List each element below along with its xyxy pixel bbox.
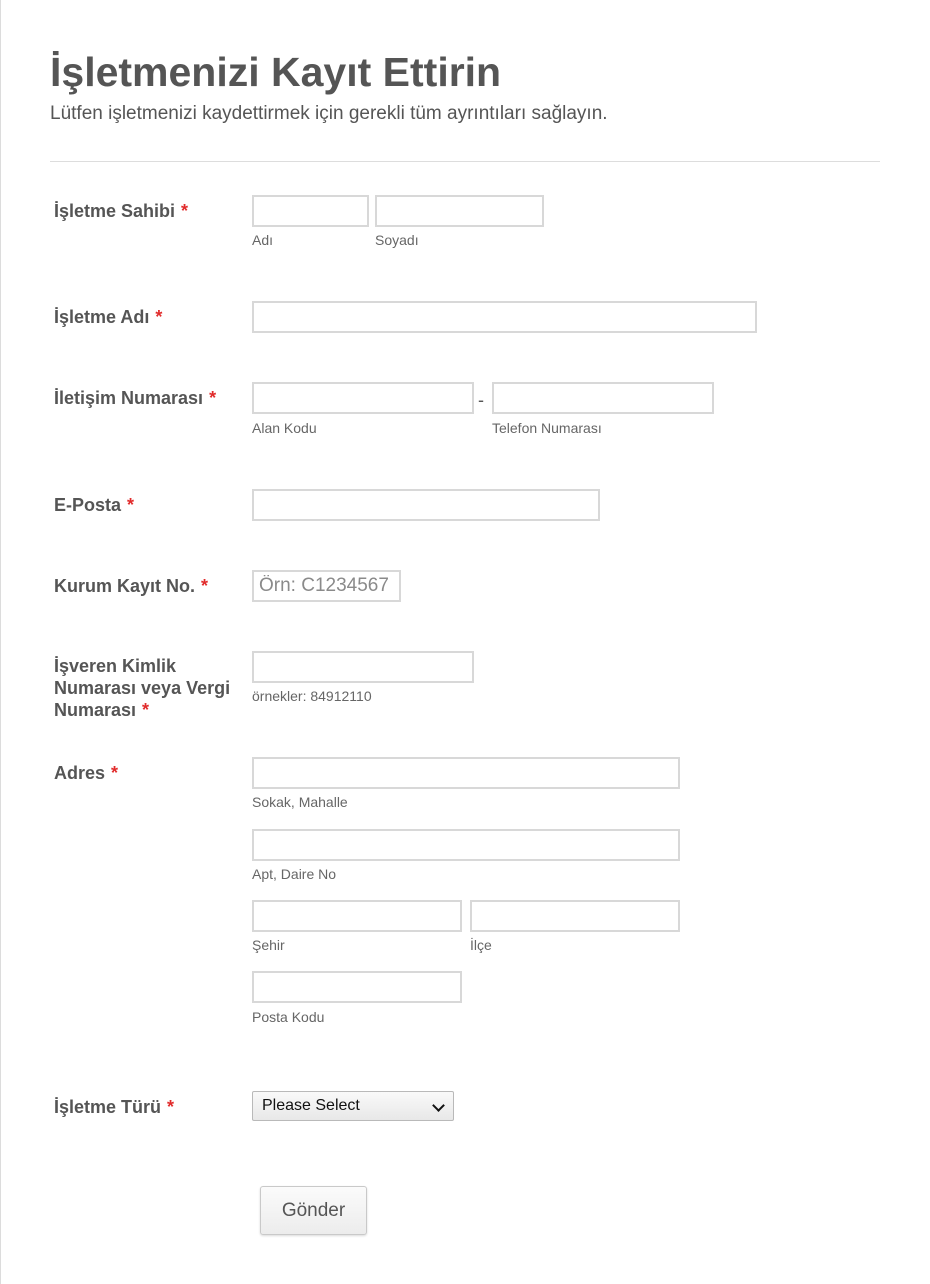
address-label-text: Adres bbox=[54, 763, 106, 783]
area-code-input[interactable] bbox=[252, 382, 474, 414]
business-type-label bbox=[54, 1096, 174, 1118]
apt-input[interactable] bbox=[252, 829, 680, 861]
required-mark: * bbox=[155, 307, 163, 327]
street-sublabel: Sokak, Mahalle bbox=[252, 794, 348, 810]
form-title: İşletmenizi Kayıt Ettirin bbox=[50, 49, 502, 95]
phone-number-input[interactable] bbox=[492, 382, 714, 414]
last-name-input[interactable] bbox=[375, 195, 544, 227]
business-name-label bbox=[54, 306, 162, 328]
tax-id-label bbox=[54, 655, 230, 721]
postal-code-sublabel: Posta Kodu bbox=[252, 1009, 325, 1025]
page-border bbox=[0, 0, 1, 1284]
business-type-selected: Please Select bbox=[262, 1097, 360, 1114]
first-name-sublabel: Adı bbox=[252, 232, 274, 248]
address-label bbox=[54, 762, 118, 784]
street-input[interactable] bbox=[252, 757, 680, 789]
required-mark: * bbox=[142, 700, 150, 720]
required-mark: * bbox=[201, 576, 209, 596]
email-label-text: E-Posta bbox=[54, 495, 122, 515]
last-name-sublabel: Soyadı bbox=[375, 232, 419, 248]
tax-id-input[interactable] bbox=[252, 651, 474, 683]
required-mark: * bbox=[127, 495, 135, 515]
email-label bbox=[54, 494, 134, 516]
business-type-select[interactable] bbox=[252, 1091, 454, 1121]
business-name-label-text: İşletme Adı bbox=[54, 307, 150, 327]
form-header bbox=[50, 46, 501, 98]
required-mark: * bbox=[111, 763, 119, 783]
submit-button[interactable]: Gönder bbox=[260, 1186, 367, 1235]
header-divider bbox=[50, 161, 880, 162]
required-mark: * bbox=[209, 388, 217, 408]
registration-label bbox=[54, 575, 208, 597]
chevron-down-icon bbox=[432, 1099, 445, 1112]
required-mark: * bbox=[181, 201, 189, 221]
tax-id-hint: örnekler: 84912110 bbox=[252, 688, 372, 704]
owner-label-text: İşletme Sahibi bbox=[54, 201, 176, 221]
apt-sublabel: Apt, Daire No bbox=[252, 866, 337, 882]
registration-label-text: Kurum Kayıt No. bbox=[54, 576, 196, 596]
district-input[interactable] bbox=[470, 900, 680, 932]
area-code-sublabel: Alan Kodu bbox=[252, 420, 317, 436]
required-mark: * bbox=[167, 1097, 175, 1117]
tax-id-label-line1: İşveren Kimlik bbox=[54, 656, 177, 676]
owner-label bbox=[54, 200, 188, 222]
phone-label bbox=[54, 387, 216, 409]
district-sublabel: İlçe bbox=[470, 937, 492, 953]
tax-id-label-line3: Numarası bbox=[54, 700, 137, 720]
phone-label-text: İletişim Numarası bbox=[54, 388, 204, 408]
city-input[interactable] bbox=[252, 900, 462, 932]
business-type-label-text: İşletme Türü bbox=[54, 1097, 162, 1117]
first-name-input[interactable] bbox=[252, 195, 369, 227]
business-name-input[interactable] bbox=[252, 301, 757, 333]
tax-id-label-line2: Numarası veya Vergi bbox=[54, 678, 231, 698]
registration-input[interactable] bbox=[252, 570, 401, 602]
postal-code-input[interactable] bbox=[252, 971, 462, 1003]
form-subtitle: Lütfen işletmenizi kaydettirmek için gerekli tüm ayrıntıları sağlayın. bbox=[50, 103, 608, 124]
phone-number-sublabel: Telefon Numarası bbox=[492, 420, 602, 436]
email-input[interactable] bbox=[252, 489, 600, 521]
city-sublabel: Şehir bbox=[252, 937, 285, 953]
phone-separator: - bbox=[478, 390, 484, 410]
